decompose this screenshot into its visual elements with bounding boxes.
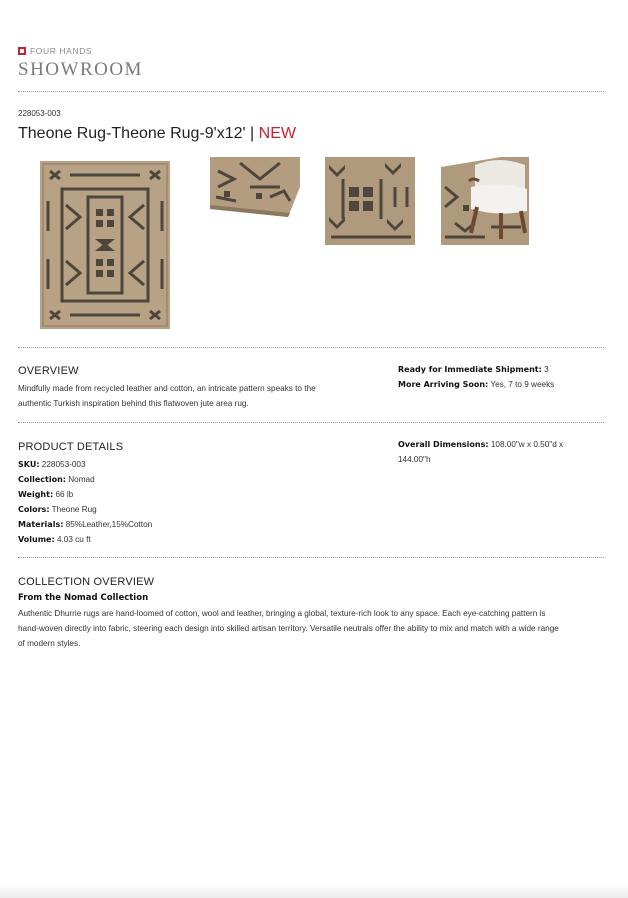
divider	[18, 557, 604, 558]
arriving-value: Yes, 7 to 9 weeks	[490, 380, 555, 389]
collection-subheading: From the Nomad Collection	[18, 593, 149, 603]
page-bottom-edge	[0, 884, 628, 898]
detail-label: Collection:	[18, 475, 66, 484]
collection-overview-heading: COLLECTION OVERVIEW	[18, 576, 155, 588]
detail-value: 228053-003	[41, 460, 86, 469]
product-title	[18, 125, 296, 143]
rug-image-icon	[210, 157, 300, 217]
detail-label: Weight:	[18, 490, 54, 499]
rug-lifestyle-chair-image[interactable]	[441, 157, 529, 245]
divider	[18, 347, 604, 348]
detail-value: 66 lb	[55, 490, 74, 499]
product-sku: 228053-003	[18, 109, 61, 118]
detail-row-materials	[18, 517, 152, 532]
overview-text-line: Mindfully made from recycled leather and cotton, an intricate pattern speaks to the	[18, 384, 316, 393]
product-title-text: Theone Rug-Theone Rug-9'x12'	[18, 125, 246, 142]
showroom-title: SHOWROOM	[18, 59, 143, 80]
detail-label: Volume:	[18, 535, 55, 544]
detail-row-collection	[18, 472, 152, 487]
brand-logo	[18, 46, 92, 56]
shipment-value: 3	[544, 365, 549, 374]
overview-heading: OVERVIEW	[18, 365, 79, 377]
rug-corner-detail-image[interactable]	[210, 157, 300, 217]
detail-value: Theone Rug	[51, 505, 97, 514]
detail-label: SKU:	[18, 460, 40, 469]
overview-text-line: authentic Turkish inspiration behind this flatwoven jute area rug.	[18, 399, 249, 408]
detail-row-weight	[18, 487, 152, 502]
detail-label: Colors:	[18, 505, 50, 514]
title-separator: |	[250, 125, 255, 142]
new-badge: NEW	[258, 125, 296, 142]
detail-label: Materials:	[18, 520, 64, 529]
collection-text-line: of modern styles.	[18, 639, 81, 648]
rug-image-icon	[325, 157, 415, 245]
dimensions-info	[398, 437, 598, 467]
arriving-row	[398, 377, 554, 392]
detail-value: Nomad	[68, 475, 95, 484]
rug-full-view-image[interactable]	[40, 161, 170, 329]
product-details-list	[18, 457, 152, 547]
collection-text-line: Authentic Dhurrie rugs are hand-loomed of cotton, wool and leather, bringing a global, texture-rich look to any space. Each eye-catching pattern is	[18, 609, 546, 618]
dimensions-row	[398, 437, 598, 452]
detail-value: 4.03 cu ft	[56, 535, 91, 544]
collection-text-line: hand-woven directly into fabric, steering each design into skilled artisan territory. Versatile neutrals offer the ability to mix and match with a wide range	[18, 624, 559, 633]
detail-row-sku	[18, 457, 152, 472]
shipment-row	[398, 362, 554, 377]
shipment-info	[398, 362, 554, 392]
product-details-heading: PRODUCT DETAILS	[18, 441, 124, 453]
dimensions-value-line2: 144.00"h	[398, 455, 431, 464]
detail-row-volume	[18, 532, 152, 547]
detail-value: 85%Leather,15%Cotton	[65, 520, 153, 529]
brand-square-icon	[18, 47, 26, 55]
divider	[18, 422, 604, 423]
shipment-label: Ready for Immediate Shipment:	[398, 365, 542, 374]
rug-closeup-detail-image[interactable]	[325, 157, 415, 245]
dimensions-label: Overall Dimensions:	[398, 440, 489, 449]
detail-row-colors	[18, 502, 152, 517]
arriving-label: More Arriving Soon:	[398, 380, 489, 389]
rug-image-icon	[441, 157, 529, 245]
dimensions-value: 108.00"w x 0.50"d x	[490, 440, 564, 449]
divider	[18, 91, 604, 92]
collection-text	[18, 606, 610, 651]
overview-text	[18, 381, 378, 411]
rug-image-icon	[40, 161, 170, 329]
brand-name: FOUR HANDS	[30, 46, 93, 56]
